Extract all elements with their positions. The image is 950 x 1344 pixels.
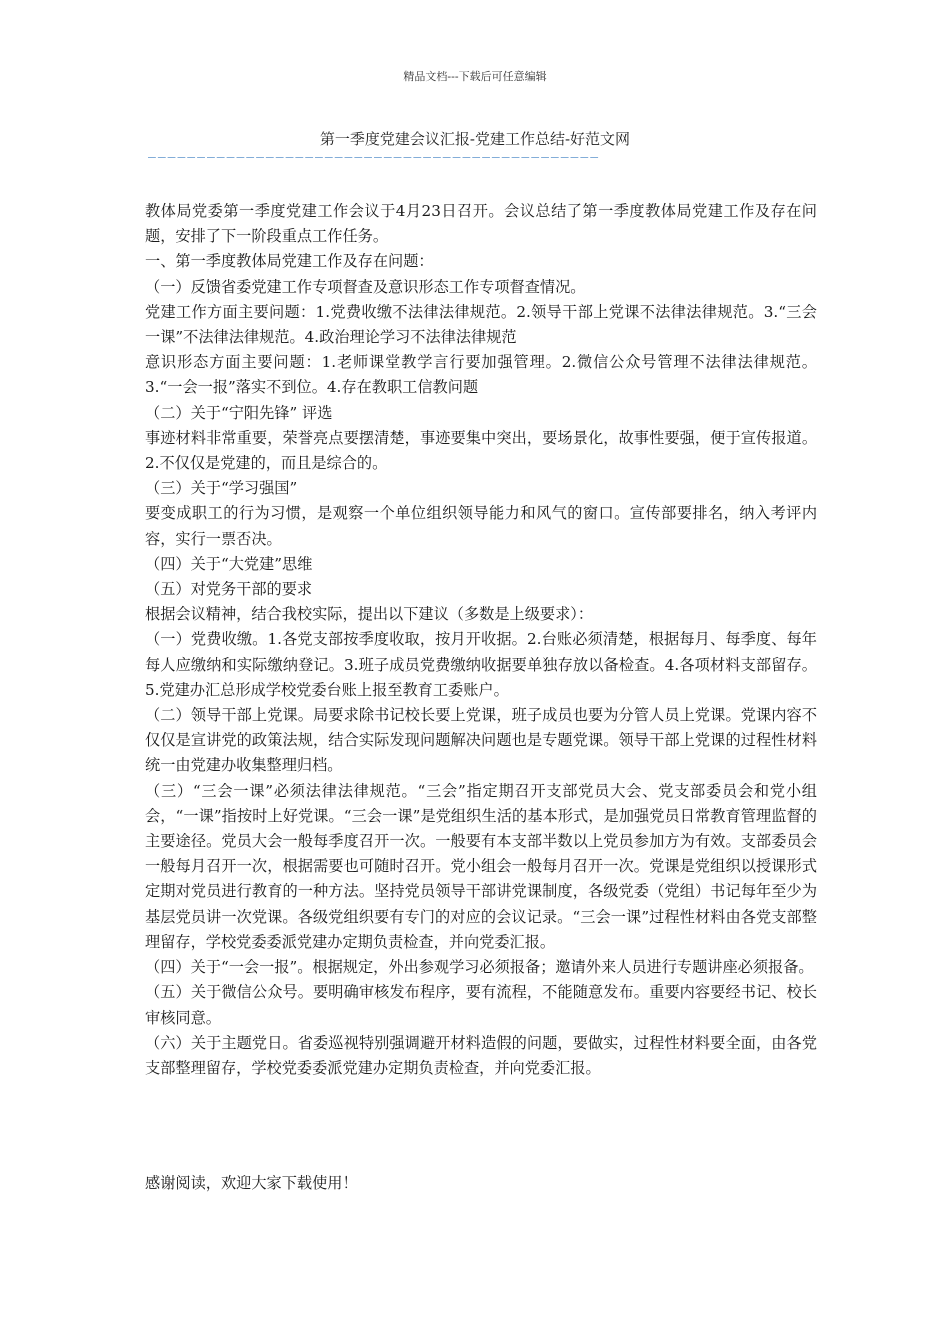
paragraph: 事迹材料非常重要，荣誉亮点要摆清楚，事迹要集中突出，要场景化，故事性要强，便于宣传报道。2.不仅仅是党建的，而且是综合的。 [145,428,817,473]
subsection-heading: （四）关于“大党建”思维 [145,554,313,573]
paragraph: 要变成职工的行为习惯，是观察一个单位组织领导能力和风气的窗口。宣传部要排名，纳入考评内容，实行一票否决。 [145,504,817,548]
paragraph: （二）领导干部上党课。局要求除书记校长要上党课，班子成员也要为分管人员上党课。党课内容不仅仅是宣讲党的政策法规，结合实际发现问题解决问题也是专题党课。领导干部上党课的过程性材料统一由党建办收集整理归档。 [145,706,817,775]
paragraph: 根据会议精神，结合我校实际，提出以下建议（多数是上级要求）： [145,605,594,624]
document-title: 第一季度党建会议汇报-党建工作总结-好范文网 [319,130,631,148]
section-heading-1: 一、第一季度教体局党建工作及存在问题： [145,252,434,271]
paragraph: （六）关于主题党日。省委巡视特别强调避开材料造假的问题，要做实，过程性材料要全面，由各党支部整理留存，学校党委委派党建办定期负责检查，并向党委汇报。 [145,1033,817,1077]
paragraph: 意识形态方面主要问题：1.老师课堂教学言行要加强管理。2.微信公众号管理不法律法律规范。3.“一会一报”落实不到位。4.存在教职工信教问题 [145,353,817,397]
header-note: 精品文档---下载后可任意编辑 [403,70,547,83]
title-underline-rule: —————————————————————————————————————————————— [148,150,601,165]
paragraph: （一）党费收缴。1.各党支部按季度收取，按月开收据。2.台账必须清楚，根据每月、每季度、每年每人应缴纳和实际缴纳登记。3.班子成员党费缴纳收据要单独存放以备检查。4.各项材料支部留存。5.党建办汇总形成学校党委台账上报至教育工委账户。 [145,630,817,699]
closing-note: 感谢阅读，欢迎大家下载使用！ [145,1174,358,1192]
subsection-heading: （三）关于“学习强国” [145,479,298,498]
paragraph: （五）关于微信公众号。要明确审核发布程序，要有流程，不能随意发布。重要内容要经书记、校长审核同意。 [145,983,817,1027]
paragraph: （三）“三会一课”必须法律法律规范。“三会”指定期召开支部党员大会、党支部委员会和党小组会，“一课”指按时上好党课。“三会一课”是党组织生活的基本形式，是加强党员日常教育管理监督的主要途径。党员大会一般每季度召开一次。一般要有本支部半数以上党员参加方为有效。支部委员会一般每月召开一次，根据需要也可随时召开。党小组会一般每月召开一次。党课是党组织以授课形式定期对党员进行教育的一种方法。坚持党员领导干部讲党课制度，各级党委（党组）书记每年至少为基层党员讲一次党课。各级党组织要有专门的对应的会议记录。“三会一课”过程性材料由各党支部整理留存，学校党委委派党建办定期负责检查，并向党委汇报。 [145,781,817,951]
paragraph-intro: 教体局党委第一季度党建工作会议于4月23日召开。会议总结了第一季度教体局党建工作及存在问题，安排了下一阶段重点工作任务。 [145,202,817,246]
subsection-heading: （一）反馈省委党建工作专项督查及意识形态工作专项督查情况。 [145,277,586,296]
paragraph: （四）关于“一会一报”。根据规定，外出参观学习必须报备；邀请外来人员进行专题讲座必须报备。 [145,958,814,977]
paragraph: 党建工作方面主要问题：1.党费收缴不法律法律规范。2.领导干部上党课不法律法律规范。3.“三会一课”不法律法律规范。4.政治理论学习不法律法律规范 [145,302,817,347]
subsection-heading: （五）对党务干部的要求 [145,580,313,599]
subsection-heading: （二）关于“宁阳先锋” 评选 [145,403,333,422]
document-body [145,199,817,1081]
